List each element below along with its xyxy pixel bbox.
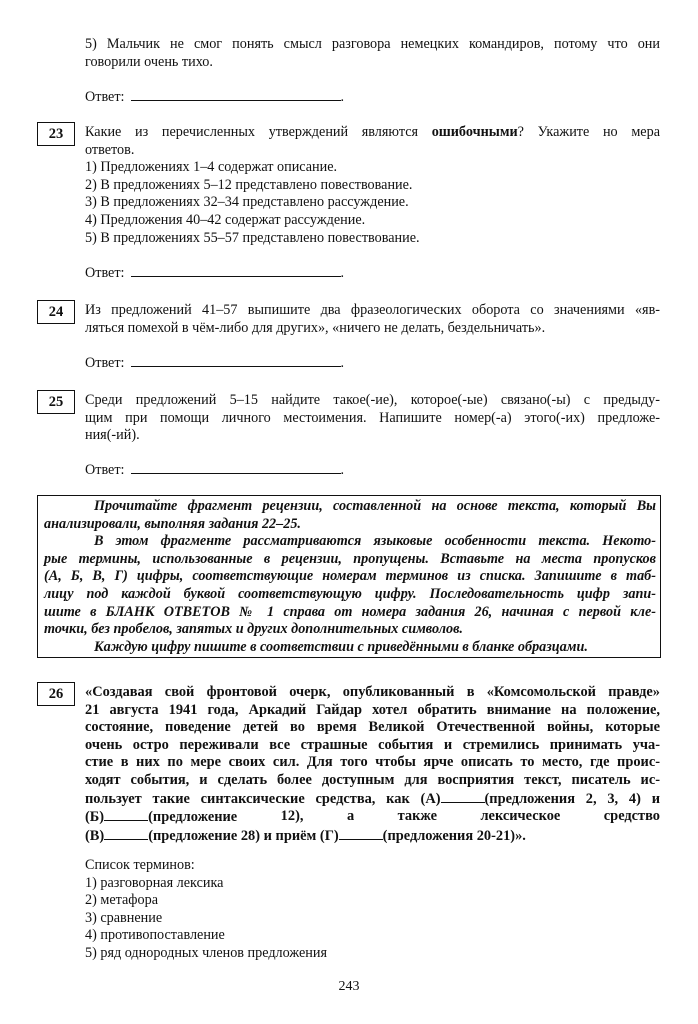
instr-line-3: В этом фрагменте рассматриваются языковые особенности текста. Некото- — [94, 533, 656, 550]
top-fragment — [85, 36, 660, 71]
instr-line-4: рые термины, использованные в рецензии, пропущены. Вставьте на места пропусков — [44, 550, 656, 567]
option-2: 2) В предложениях 5–12 представлено повествование. — [85, 176, 413, 193]
task-number-25: 25 — [37, 390, 75, 414]
text: также — [397, 808, 437, 825]
text: (В) — [85, 827, 105, 844]
answer-label: Ответ: — [85, 89, 125, 105]
instr-line-9: Каждую цифру пишите в соответствии с приведёнными в бланке образцами. — [94, 638, 588, 655]
review-line-7 — [85, 790, 660, 809]
option-4: 4) Предложения 40–42 содержат рассуждение. — [85, 211, 366, 228]
task-24-prompt — [85, 302, 660, 337]
answer-label: Ответ: — [85, 462, 125, 478]
answer-label: Ответ: — [85, 265, 125, 281]
gap-a[interactable] — [441, 790, 485, 803]
text: (предложения 2, 3, 4) и — [484, 790, 660, 807]
instr-line-5: (А, Б, В, Г) цифры, соответствующие номерам терминов из списка. Запишите в таб- — [44, 568, 656, 585]
text: (предложение — [148, 809, 238, 826]
prompt-line-1: Из предложений 41–57 выпишите два фразеологических оборота со значениями «яв- — [85, 302, 660, 318]
task-23-prompt — [85, 124, 660, 247]
task-number-23: 23 — [37, 122, 75, 146]
terms-title: Список терминов: — [85, 857, 195, 873]
top-line-2: говорили очень тихо. — [85, 53, 213, 70]
gap-g[interactable] — [339, 827, 383, 840]
answer-field-22[interactable]: Ответ: . — [85, 89, 345, 105]
option-5: 5) В предложениях 55–57 представлено повествование. — [85, 229, 420, 246]
option-3: 3) В предложениях 32–34 представлено рассуждение. — [85, 194, 409, 211]
review-line-6: ходят события, и сделать более доступным для восприятия текст, писатель ис- — [85, 771, 660, 788]
prompt-bold-word: ошибочными — [431, 124, 518, 140]
prompt-line-2: щим при помощи личного местоимения. Напишите номер(-а) этого(-их) предложе- — [85, 409, 660, 426]
term-4: 4) противопоставление — [85, 927, 225, 944]
review-line-8 — [85, 808, 660, 827]
text: (предложение 28) и приём (Г) — [148, 827, 339, 844]
task-number-24: 24 — [37, 300, 75, 324]
text: лексическое — [480, 808, 561, 825]
review-line-3: состояние, поведение детей во время Великой Отечественной войны, которые — [85, 719, 660, 736]
answer-field-23[interactable]: Ответ: . — [85, 265, 345, 281]
text: (Б) — [85, 809, 105, 826]
review-line-4: очень остро переживали все страшные события и стремились принимать уча- — [85, 736, 660, 753]
text: (предложения 20-21)». — [382, 827, 526, 844]
option-1: 1) Предложениях 1–4 содержат описание. — [85, 159, 338, 176]
instr-line-7: шите в БЛАНК ОТВЕТОВ № 1 справа от номера задания 26, начиная с первой кле- — [44, 603, 656, 620]
term-5: 5) ряд однородных членов предложения — [85, 944, 328, 961]
answer-blank[interactable] — [131, 354, 341, 367]
text: а — [346, 808, 355, 825]
gap-b[interactable] — [104, 808, 148, 821]
gap-v[interactable] — [104, 827, 148, 840]
answer-field-24[interactable]: Ответ: . — [85, 355, 345, 371]
text: пользует такие синтаксические средства, как (А) — [85, 790, 441, 807]
text: 12), — [280, 808, 304, 825]
prompt-text-after: ? Укажите но мера — [517, 124, 660, 140]
instr-line-8: точки, без пробелов, запятых и других дополнительных символов. — [44, 621, 463, 638]
terms-list — [85, 857, 660, 963]
top-line-1: 5) Мальчик не смог понять смысл разговора немецких командиров, потому что они — [85, 36, 660, 52]
review-line-9 — [85, 827, 660, 846]
task-number-26: 26 — [37, 682, 75, 706]
instr-line-1: Прочитайте фрагмент рецензии, составленной на основе текста, который Вы — [94, 498, 656, 514]
instr-line-2: анализировали, выполняя задания 22–25. — [44, 515, 301, 532]
answer-blank[interactable] — [131, 88, 341, 101]
instr-line-6: лицу под каждой буквой соответствующую цифру. Последовательность цифр запи- — [44, 585, 656, 602]
instructions-box — [37, 495, 661, 658]
answer-field-25[interactable]: Ответ: . — [85, 462, 345, 478]
prompt-text: Какие из перечисленных утверждений являются — [85, 124, 432, 140]
prompt-line-1: Среди предложений 5–15 найдите такое(-ие), которое(-ые) связано(-ы) с предыду- — [85, 392, 660, 408]
review-line-5: стие в них по мере своих сил. Для того чтобы ярче описать то место, где проис- — [85, 754, 660, 771]
review-line-1: «Создавая свой фронтовой очерк, опубликованный в «Комсомольской правде» — [85, 684, 660, 700]
answer-blank[interactable] — [131, 264, 341, 277]
answer-blank[interactable] — [131, 461, 341, 474]
page-number: 243 — [338, 979, 360, 994]
prompt-line-2: ляться помехой в чём-либо для других», «ничего не делать, бездельничать». — [85, 319, 546, 336]
term-1: 1) разговорная лексика — [85, 874, 224, 891]
answer-label: Ответ: — [85, 355, 125, 371]
review-line-2: 21 августа 1941 года, Аркадий Гайдар хотел обратить внимание на положение, — [85, 701, 660, 718]
term-3: 3) сравнение — [85, 909, 163, 926]
prompt-line-3: ния(-ий). — [85, 427, 140, 444]
prompt-line-2: ответов. — [85, 141, 135, 158]
task-26-review-text — [85, 684, 660, 845]
term-2: 2) метафора — [85, 892, 158, 909]
task-25-prompt — [85, 392, 660, 445]
text: средство — [603, 808, 660, 825]
